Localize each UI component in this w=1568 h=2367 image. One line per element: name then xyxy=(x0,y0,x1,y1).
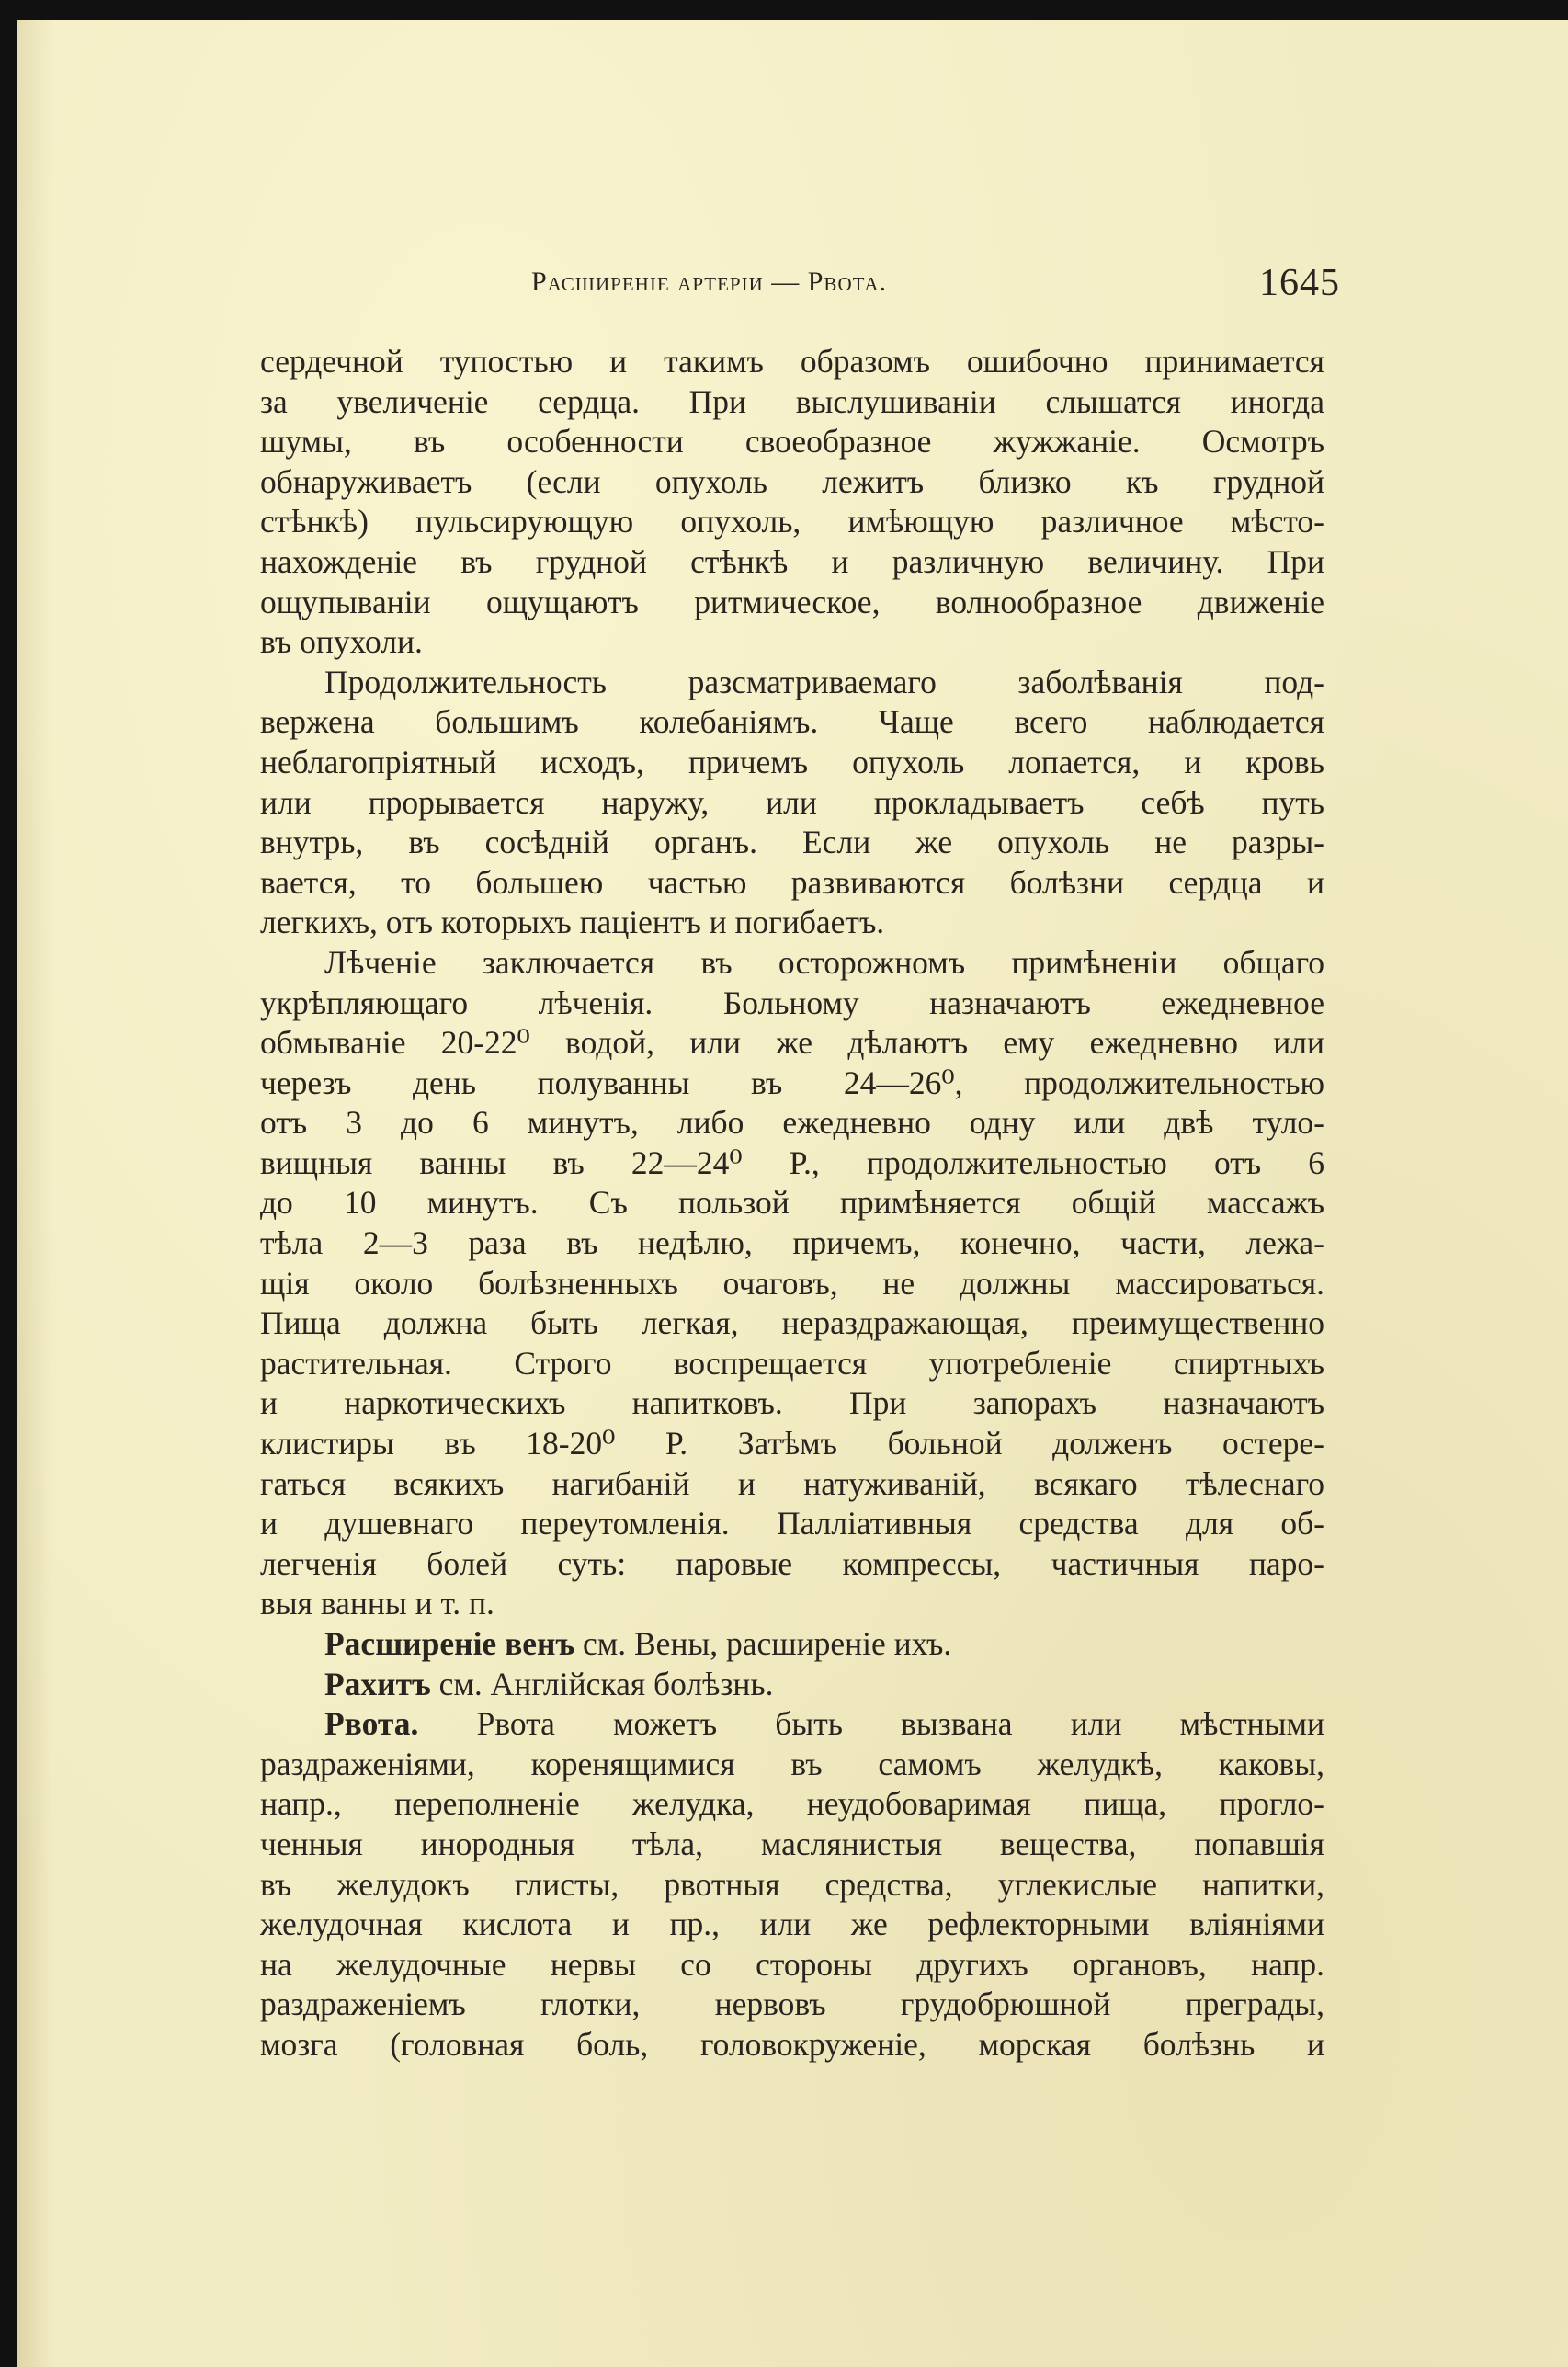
text-line: клистиры въ 18-20⁰ Р. Затѣмъ больной долженъ остере- xyxy=(260,1425,1324,1462)
text-line: и наркотическихъ напитковъ. При запорахъ назначаютъ xyxy=(260,1384,1324,1422)
text-line: гаться всякихъ нагибаній и натуживаній, всякаго тѣлеснаго xyxy=(260,1464,1324,1502)
text-line: вается, то большею частью развиваются болѣзни сердца и xyxy=(260,863,1324,901)
text-line: напр., переполненіе желудка, неудобоваримая пища, прогло- xyxy=(260,1785,1324,1823)
text-line: на желудочные нервы со стороны другихъ органовъ, напр. xyxy=(260,1945,1324,1983)
text-line: Лѣченіе заключается въ осторожномъ примѣненіи общаго xyxy=(324,943,1324,981)
text-line: раздраженіемъ глотки, нервовъ грудобрюшной преграды, xyxy=(260,1986,1324,2023)
text-line: сердечной тупостью и такимъ образомъ ошибочно принимается xyxy=(260,343,1324,380)
text-line: Пища должна быть легкая, нераздражающая, преимущественно xyxy=(260,1304,1324,1342)
entry-rasshirenie-ven xyxy=(260,1624,1324,1665)
book-page xyxy=(17,20,1568,2367)
text-line: вищныя ванны въ 22—24⁰ Р., продолжительностью отъ 6 xyxy=(260,1144,1324,1181)
text-line: вержена большимъ колебаніямъ. Чаще всего наблюдается xyxy=(260,703,1324,741)
text-line: въ желудокъ глисты, рвотныя средства, углекислые напитки, xyxy=(260,1865,1324,1903)
text-line: и душевнаго переутомленія. Палліативныя средства для об- xyxy=(260,1505,1324,1542)
text-line: легченія болей суть: паровые компрессы, частичныя паро- xyxy=(260,1544,1324,1582)
text-line: мозга (головная боль, головокруженіе, морская болѣзнь и xyxy=(260,2025,1324,2063)
text-line: растительная. Строго воспрещается употребленіе спиртныхъ xyxy=(260,1344,1324,1382)
entry-term: Рвота. xyxy=(324,1705,419,1743)
text-line: за увеличеніе сердца. При выслушиваніи слышатся иногда xyxy=(260,382,1324,420)
text-line: до 10 минутъ. Съ пользой примѣняется общій массажъ xyxy=(260,1184,1324,1222)
page-number: 1645 xyxy=(1259,262,1340,304)
body-text xyxy=(260,342,1324,2065)
text-line: отъ 3 до 6 минутъ, либо ежедневно одну или двѣ туло- xyxy=(260,1104,1324,1142)
text-line: въ опухоли. xyxy=(260,623,423,661)
entry-text: см. Вены, расширеніе ихъ. xyxy=(574,1625,952,1662)
text-line: выя ванны и т. п. xyxy=(260,1585,494,1622)
text-line: щія около болѣзненныхъ очаговъ, не должны массироваться. xyxy=(260,1264,1324,1302)
text-line: шумы, въ особенности своеобразное жужжаніе. Осмотръ xyxy=(260,423,1324,461)
text-line: внутрь, въ сосѣдній органъ. Если же опухоль не разры- xyxy=(260,824,1324,861)
text-line: легкихъ, отъ которыхъ паціентъ и погибаетъ. xyxy=(260,904,885,941)
text-line: желудочная кислота и пр., или же рефлекторными вліяніями xyxy=(260,1906,1324,1943)
text-line: раздраженіями, коренящимися въ самомъ желудкѣ, каковы, xyxy=(260,1745,1324,1782)
text-line: черезъ день полуванны въ 24—26⁰, продолжительностью xyxy=(260,1064,1324,1101)
text-line: обмываніе 20-22⁰ водой, или же дѣлаютъ ему ежедневно или xyxy=(260,1024,1324,1062)
text-line: Продолжительность разсматриваемаго заболѣванія под- xyxy=(324,663,1324,700)
text-line: обнаруживаетъ (если опухоль лежитъ близко къ грудной xyxy=(260,462,1324,500)
text-line: неблагопріятный исходъ, причемъ опухоль лопается, и кровь xyxy=(260,743,1324,780)
text-line: ченныя инородныя тѣла, маслянистыя вещества, попавшія xyxy=(260,1825,1324,1862)
text-line: нахожденіе въ грудной стѣнкѣ и различную величину. При xyxy=(260,542,1324,580)
entry-text: Рвота можетъ быть вызвана или мѣстными xyxy=(418,1705,1324,1743)
entry-term: Расширеніе венъ xyxy=(324,1625,575,1662)
text-line: тѣла 2—3 раза въ недѣлю, причемъ, конечно, части, лежа- xyxy=(260,1224,1324,1262)
text-line: ощупываніи ощущаютъ ритмическое, волнообразное движеніе xyxy=(260,583,1324,620)
entry-rakhit xyxy=(260,1665,1324,1705)
text-line: или прорывается наружу, или прокладываетъ себѣ путь xyxy=(260,783,1324,821)
text-line: стѣнкѣ) пульсирующую опухоль, имѣющую различное мѣсто- xyxy=(260,503,1324,541)
entry-term: Рахитъ xyxy=(324,1665,431,1702)
running-title: Расширеніе артеріи — Рвота. xyxy=(531,267,888,297)
entry-rvota xyxy=(260,1704,1324,1745)
entry-text: см. Англійская болѣзнь. xyxy=(430,1665,774,1702)
page-header xyxy=(531,261,1340,316)
text-line: укрѣпляющаго лѣченія. Больному назначаютъ ежедневное xyxy=(260,984,1324,1021)
